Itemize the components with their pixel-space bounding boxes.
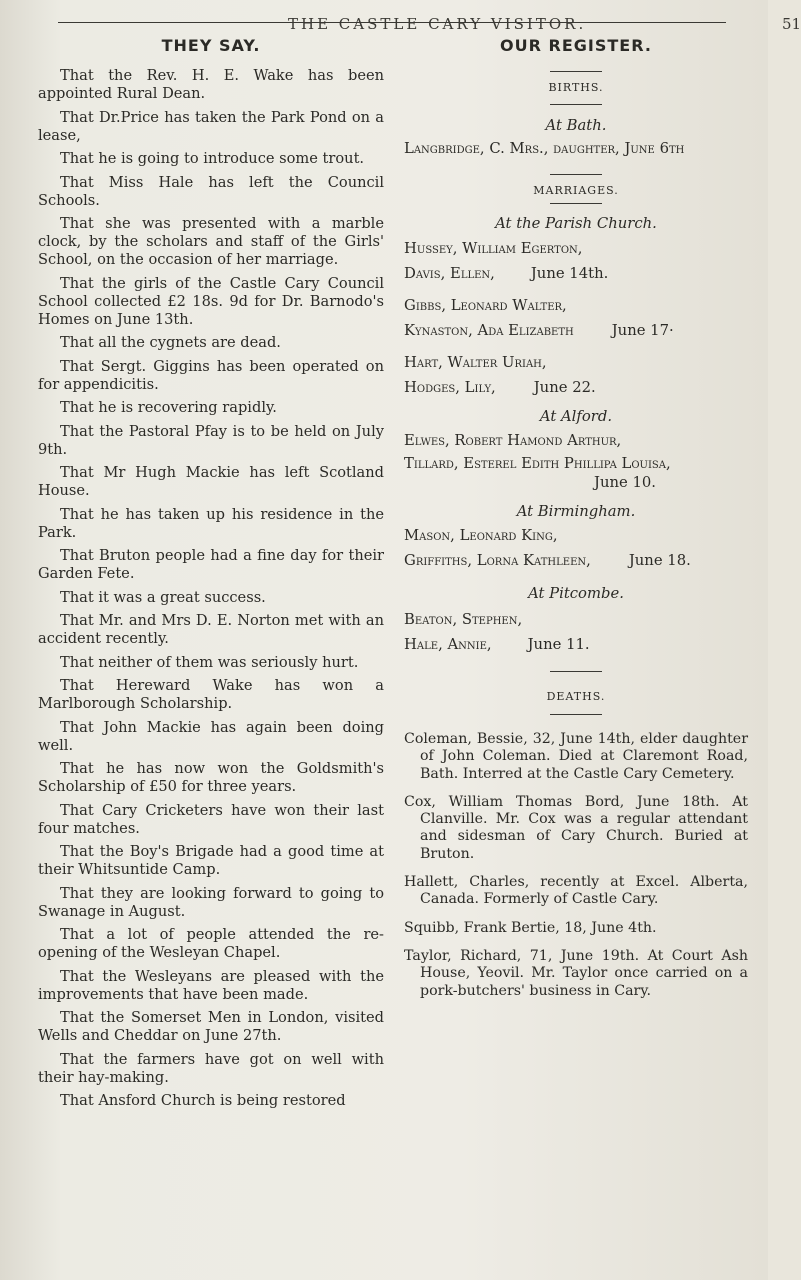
marriage-place: At Birmingham. xyxy=(516,503,636,520)
death-entry: Taylor, Richard, 71, June 19th. At Court Ash House, Yeovil. Mr. Taylor once carried on a pork-butchers' business in Cary. xyxy=(404,947,748,999)
death-entry: Hallett, Charles, recently at Excel. Alberta, Canada. Formerly of Castle Cary. xyxy=(404,874,748,908)
divider xyxy=(550,714,602,715)
they-say-paragraph: That Dr.Price has taken the Park Pond on a lease, xyxy=(38,108,384,144)
they-say-paragraph: That Miss Hale has left the Council Schools. xyxy=(38,173,384,209)
marriage-bride: Tillard, Esterel Edith Phillipa Louisa, xyxy=(404,455,671,472)
they-say-paragraph: That he has now won the Goldsmith's Scholarship of £50 for three years. xyxy=(38,760,384,795)
marriage-groom: Hussey, William Egerton, xyxy=(404,240,583,257)
marriage-groom: Hart, Walter Uriah, xyxy=(404,354,547,371)
they-say-paragraph: That the farmers have got on well with their hay-making. xyxy=(38,1050,384,1086)
marriage-date: June 10. xyxy=(594,474,656,491)
they-say-paragraph: That she was presented with a marble clock, by the scholars and staff of the Girls' School, on the occasion of her marriage. xyxy=(38,215,384,268)
marriage-date: June 17· xyxy=(611,322,674,339)
divider xyxy=(550,174,602,175)
they-say-paragraph: That Ansford Church is being restored xyxy=(60,1092,346,1109)
they-say-paragraph: That it was a great success. xyxy=(60,588,266,606)
marriage-date: June 14th. xyxy=(530,265,609,282)
they-say-column xyxy=(38,36,384,1116)
marriage-groom: Gibbs, Leonard Walter, xyxy=(404,297,567,314)
they-say-paragraph: That John Mackie has again been doing well. xyxy=(38,718,384,754)
they-say-paragraph: That they are looking forward to going to Swanage in August. xyxy=(38,884,384,920)
they-say-paragraph: That he is recovering rapidly. xyxy=(60,399,277,416)
they-say-paragraph: That Bruton people had a fine day for their Garden Fete. xyxy=(38,547,384,582)
marriage-place: At Pitcombe. xyxy=(528,585,624,602)
marriage-place: At the Parish Church. xyxy=(495,215,657,232)
marriage-bride: Davis, Ellen, xyxy=(404,265,495,282)
divider xyxy=(550,203,602,204)
marriage-bride: Griffiths, Lorna Kathleen, xyxy=(404,552,591,569)
they-say-paragraph: That a lot of people attended the re-opening of the Wesleyan Chapel. xyxy=(38,926,384,961)
they-say-paragraph: That Mr Hugh Mackie has left Scotland House. xyxy=(38,464,384,499)
marriage-groom: Beaton, Stephen, xyxy=(404,611,523,628)
they-say-paragraph: That the girls of the Castle Cary Council School collected £2 18s. 9d for Dr. Barnodo's Homes on June 13th. xyxy=(38,274,384,328)
they-say-paragraph: That the Rev. H. E. Wake has been appointed Rural Dean. xyxy=(38,67,384,102)
they-say-paragraph: That the Wesleyans are pleased with the improvements that have been made. xyxy=(38,967,384,1003)
page-number: 51 xyxy=(782,15,801,33)
header-rule xyxy=(58,15,801,33)
marriage-groom: Mason, Leonard King, xyxy=(404,527,558,544)
they-say-paragraph: That Mr. and Mrs D. E. Norton met with an accident recently. xyxy=(38,612,384,647)
they-say-paragraph: That neither of them was seriously hurt. xyxy=(60,653,359,671)
marriage-date: June 18. xyxy=(628,552,691,569)
marriage-date: June 11. xyxy=(527,636,590,653)
they-say-paragraph: That all the cygnets are dead. xyxy=(60,334,281,351)
they-say-heading: THEY SAY. xyxy=(161,36,261,55)
death-entry: Squibb, Frank Bertie, 18, June 4th. xyxy=(404,919,657,936)
divider xyxy=(550,104,602,105)
register-heading: OUR REGISTER. xyxy=(500,36,652,55)
they-say-paragraph: That the Somerset Men in London, visited Wells and Cheddar on June 27th. xyxy=(38,1009,384,1044)
they-say-paragraph: That Sergt. Giggins has been operated on for appendicitis. xyxy=(38,357,384,393)
marriage-bride: Hale, Annie, xyxy=(404,636,492,653)
they-say-paragraph: That Hereward Wake has won a Marlborough Scholarship. xyxy=(38,677,384,712)
marriage-bride: Kynaston, Ada Elizabeth xyxy=(404,322,574,339)
running-title: THE CASTLE CARY VISITOR. xyxy=(288,15,587,33)
death-entry: Cox, William Thomas Bord, June 18th. At Clanville. Mr. Cox was a regular attendant and sidesman of Cary Church. Buried at Bruton. xyxy=(404,793,748,862)
they-say-paragraph: That Cary Cricketers have won their last four matches. xyxy=(38,801,384,837)
marriages-label: MARRIAGES. xyxy=(533,184,619,197)
they-say-paragraph: That the Pastoral Pfay is to be held on July 9th. xyxy=(38,422,384,458)
divider xyxy=(550,671,602,672)
birth-entry: Langbridge, C. Mrs., daughter, June 6th xyxy=(404,140,685,157)
they-say-paragraph: That the Boy's Brigade had a good time at their Whitsuntide Camp. xyxy=(38,843,384,878)
they-say-paragraph: That he has taken up his residence in the Park. xyxy=(38,505,384,541)
register-column xyxy=(404,36,748,1011)
divider xyxy=(550,71,602,72)
they-say-paragraph: That he is going to introduce some trout. xyxy=(60,150,365,167)
deaths-label: DEATHS. xyxy=(546,690,606,703)
births-label: BIRTHS. xyxy=(548,81,604,94)
death-entry: Coleman, Bessie, 32, June 14th, elder daughter of John Coleman. Died at Claremont Road, Bath. Interred at the Castle Cary Cemetery. xyxy=(404,731,748,782)
marriage-date: June 22. xyxy=(533,379,596,396)
marriage-bride: Hodges, Lily, xyxy=(404,379,496,396)
marriage-groom: Elwes, Robert Hamond Arthur, xyxy=(404,432,622,449)
births-place: At Bath. xyxy=(545,117,607,134)
marriage-place: At Alford. xyxy=(539,408,613,425)
